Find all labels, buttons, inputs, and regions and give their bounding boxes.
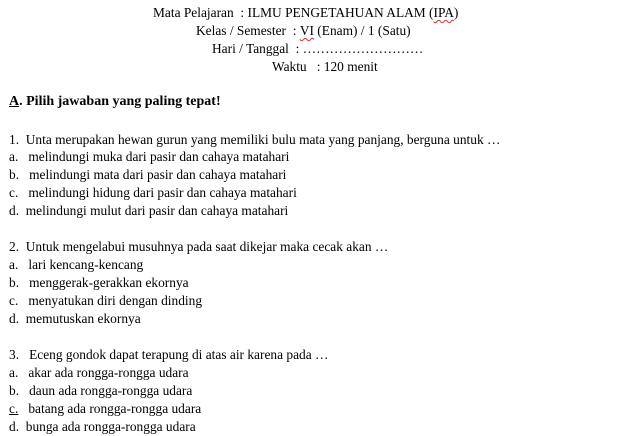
option-letter: d. — [9, 311, 20, 326]
question-number: 1. — [9, 132, 20, 147]
subject-separator: : — [240, 5, 245, 20]
question-3-option-b — [9, 382, 192, 400]
option-text: batang ada rongga-rongga udara — [28, 401, 202, 416]
subject-line — [153, 4, 458, 22]
question-2-option-d — [9, 310, 141, 328]
time-line — [272, 58, 378, 76]
option-text: menggerak-gerakkan ekornya — [29, 275, 189, 290]
option-letter: a. — [9, 257, 19, 272]
question-2 — [9, 238, 388, 256]
option-text: bunga ada rongga-rongga udara — [25, 419, 196, 434]
option-text: daun ada rongga-rongga udara — [29, 383, 193, 398]
question-text: Eceng gondok dapat terapung di atas air karena pada … — [29, 347, 329, 362]
class-label: Kelas / Semester — [196, 23, 286, 38]
class-line — [196, 22, 411, 40]
question-2-option-c — [9, 292, 202, 310]
class-separator: : — [292, 23, 297, 38]
question-text: Untuk mengelabui musuhnya pada saat dikejar maka cecak akan … — [25, 239, 389, 254]
question-3-option-d — [9, 418, 196, 436]
time-label: Waktu — [272, 59, 307, 74]
option-letter: a. — [9, 149, 19, 164]
date-line — [212, 40, 423, 58]
class-roman: VI — [299, 23, 314, 38]
question-number: 2. — [9, 239, 20, 254]
option-letter: b. — [9, 383, 20, 398]
time-value: 120 menit — [323, 59, 378, 74]
option-letter: c. — [9, 293, 19, 308]
class-value: VI (Enam) / 1 (Satu) — [299, 23, 411, 38]
subject-label: Mata Pelajaran — [153, 5, 234, 20]
option-text: melindungi hidung dari pasir dan cahaya matahari — [28, 185, 297, 200]
option-text: melindungi mata dari pasir dan cahaya matahari — [29, 167, 287, 182]
question-1-option-d — [9, 202, 288, 220]
option-text: melindungi muka dari pasir dan cahaya matahari — [28, 149, 290, 164]
question-2-option-b — [9, 274, 189, 292]
question-text: Unta merupakan hewan gurun yang memiliki bulu mata yang panjang, berguna untuk … — [25, 132, 501, 147]
option-text: lari kencang-kencang — [28, 257, 144, 272]
question-number: 3. — [9, 347, 20, 362]
question-3-option-a — [9, 364, 189, 382]
section-letter: A — [9, 94, 20, 109]
option-letter: a. — [9, 365, 19, 380]
option-letter: b. — [9, 275, 20, 290]
section-title-text: . Pilih jawaban yang paling tepat! — [19, 94, 221, 109]
option-letter: d. — [9, 203, 20, 218]
date-label: Hari / Tanggal — [212, 41, 289, 56]
question-1-option-a — [9, 148, 289, 166]
option-text: melindungi mulut dari pasir dan cahaya matahari — [25, 203, 289, 218]
question-3 — [9, 346, 328, 364]
option-letter: c. — [9, 185, 19, 200]
date-separator: : — [295, 41, 300, 56]
question-1-option-c — [9, 184, 297, 202]
question-1-option-b — [9, 166, 286, 184]
time-separator: : — [316, 59, 321, 74]
section-title — [9, 93, 221, 111]
question-1 — [9, 131, 500, 149]
option-letter: d. — [9, 419, 20, 434]
option-text: menyatukan diri dengan dinding — [28, 293, 203, 308]
option-letter: b. — [9, 167, 20, 182]
option-text: akar ada rongga-rongga udara — [28, 365, 189, 380]
question-3-option-c — [9, 400, 201, 418]
option-letter: c. — [9, 401, 19, 416]
date-value: ……………………… — [302, 41, 424, 56]
option-text: memutuskan ekornya — [25, 311, 141, 326]
subject-value: ILMU PENGETAHUAN ALAM (IPA) — [247, 5, 459, 20]
subject-abbr: IPA — [433, 5, 454, 20]
question-2-option-a — [9, 256, 143, 274]
